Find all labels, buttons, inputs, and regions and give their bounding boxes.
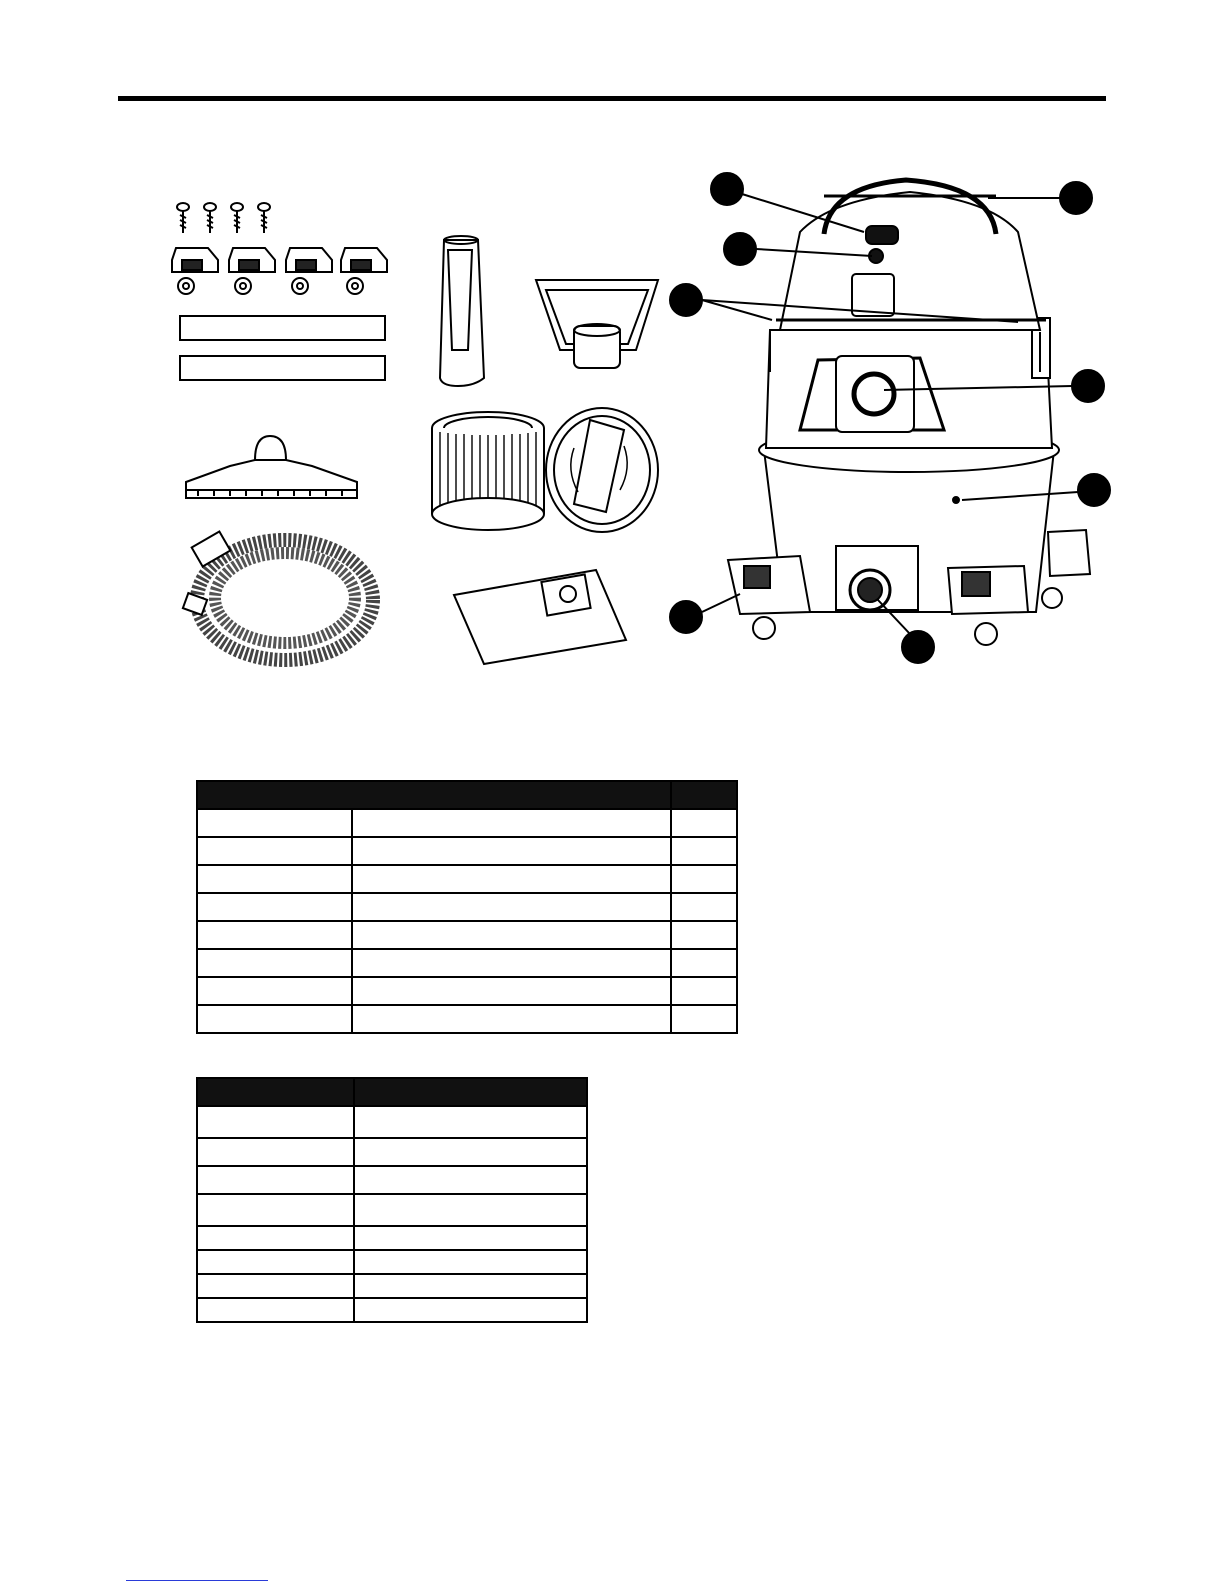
parts-illustration [0, 0, 1225, 700]
caster-icon [172, 248, 387, 294]
parts-table-cell [197, 893, 352, 921]
specs-table-cell [354, 1298, 587, 1322]
wide-nozzle-icon [536, 280, 658, 368]
parts-table-row [197, 809, 737, 837]
parts-table-cell [671, 949, 737, 977]
specs-table-row [197, 1250, 587, 1274]
parts-table-cell [352, 837, 671, 865]
specs-table-row [197, 1138, 587, 1166]
parts-table-cell [671, 893, 737, 921]
crevice-tool-icon [440, 236, 484, 386]
parts-table-cell [197, 977, 352, 1005]
specs-table-cell [197, 1106, 354, 1138]
parts-table-row [197, 893, 737, 921]
callout-caster [670, 594, 740, 633]
specs-table [196, 1077, 588, 1323]
specs-table-cell [354, 1106, 587, 1138]
filter-lid-icon [546, 408, 658, 532]
parts-table-cell [352, 1005, 671, 1033]
parts-header-cell [671, 781, 737, 809]
specs-table-cell [354, 1194, 587, 1226]
extension-wand-icon [180, 356, 385, 380]
hose-icon [183, 531, 373, 660]
specs-table-cell [354, 1274, 587, 1298]
parts-table-row [197, 1005, 737, 1033]
parts-table-cell [352, 977, 671, 1005]
parts-table-row [197, 977, 737, 1005]
specs-table-cell [197, 1298, 354, 1322]
parts-table-cell [671, 809, 737, 837]
cartridge-filter-icon [432, 412, 544, 530]
specs-table-cell [197, 1194, 354, 1226]
specs-header-cell [354, 1078, 587, 1106]
specs-table-cell [354, 1166, 587, 1194]
parts-table-cell [197, 809, 352, 837]
specs-table-row [197, 1106, 587, 1138]
specs-table-row [197, 1166, 587, 1194]
specs-header-cell [197, 1078, 354, 1106]
specs-table-cell [197, 1250, 354, 1274]
parts-header-cell [197, 781, 671, 809]
screws-icon [177, 203, 270, 233]
parts-table-cell [671, 837, 737, 865]
parts-table-cell [671, 921, 737, 949]
extension-wand-icon [180, 316, 385, 340]
specs-table-cell [354, 1250, 587, 1274]
specs-table-cell [354, 1138, 587, 1166]
parts-table-cell [352, 949, 671, 977]
parts-table-cell [197, 949, 352, 977]
specs-table-cell [197, 1274, 354, 1298]
specs-table-cell [197, 1226, 354, 1250]
specs-table-row [197, 1274, 587, 1298]
parts-table-row [197, 949, 737, 977]
specs-table-row [197, 1194, 587, 1226]
parts-table-cell [352, 921, 671, 949]
parts-table-cell [352, 865, 671, 893]
parts-table-header [197, 781, 737, 809]
parts-table-cell [352, 809, 671, 837]
parts-table-row [197, 865, 737, 893]
parts-table-cell [197, 837, 352, 865]
callout-handle-right [988, 182, 1092, 214]
specs-table-row [197, 1298, 587, 1322]
parts-table-cell [671, 865, 737, 893]
parts-table-cell [352, 893, 671, 921]
footer-link-underline[interactable] [126, 1580, 268, 1581]
parts-table-cell [197, 921, 352, 949]
parts-table [196, 780, 738, 1034]
parts-table-cell [197, 1005, 352, 1033]
parts-table-cell [671, 977, 737, 1005]
parts-table-row [197, 921, 737, 949]
floor-nozzle-icon [186, 436, 357, 498]
specs-table-cell [197, 1166, 354, 1194]
dust-bag-icon [454, 570, 626, 664]
specs-table-header [197, 1078, 587, 1106]
specs-table-cell [197, 1138, 354, 1166]
parts-table-cell [671, 1005, 737, 1033]
specs-table-cell [354, 1226, 587, 1250]
parts-table-cell [197, 865, 352, 893]
specs-table-row [197, 1226, 587, 1250]
parts-table-row [197, 837, 737, 865]
